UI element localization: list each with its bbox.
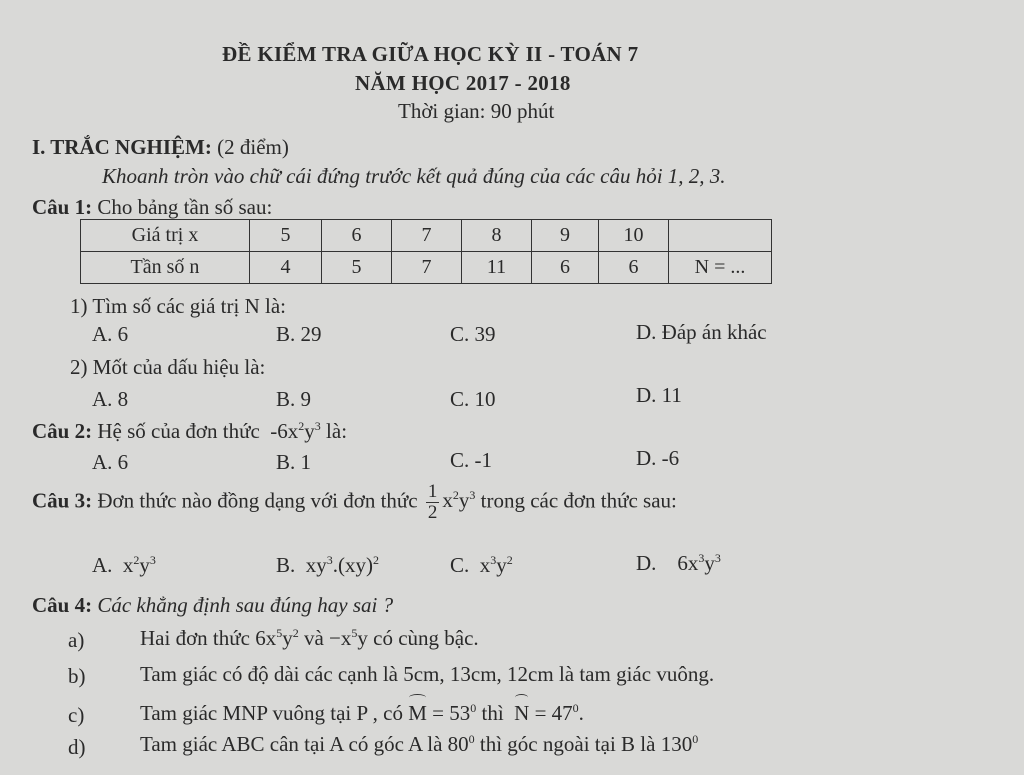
statement-letter: c) (68, 703, 85, 727)
statement-letter: b) (68, 664, 86, 688)
angle-m-expression: $M = 53^0$ (408, 701, 477, 725)
question-3 (32, 482, 677, 523)
option-a[interactable]: A. $x^2y^3$ (92, 553, 156, 577)
angle-value: $80^0$ (447, 732, 475, 756)
angle-value: $130^0$ (660, 732, 699, 756)
question-1 (32, 195, 272, 220)
subquestion-2: 2) Mốt của dấu hiệu là: (70, 355, 266, 379)
statement-text: thì (481, 701, 504, 725)
statement-letter: d) (68, 735, 86, 759)
option-a[interactable]: A. 8 (92, 387, 129, 411)
monomial-expression: $6x^5y^2$ (255, 626, 299, 650)
option-c[interactable]: C. 10 (450, 387, 496, 411)
option-letter: C. (450, 553, 470, 577)
option-a[interactable]: A. 6 (92, 322, 129, 346)
table-cell: 11 (462, 252, 532, 284)
question-text: Hệ số của đơn thức (97, 419, 260, 443)
table-cell-empty (669, 220, 772, 252)
fraction-one-half: $\frac{1}{2}$ (427, 481, 438, 523)
statement-d (140, 732, 698, 757)
table-row (81, 220, 772, 252)
question-label: Câu 3: (32, 488, 93, 513)
statement-text: Hai đơn thức (140, 626, 250, 650)
option-d[interactable]: D. 11 (636, 383, 682, 407)
table-cell: 6 (322, 220, 392, 252)
option-c[interactable]: C. $x^3y^2$ (450, 553, 513, 577)
statement-letter: a) (68, 628, 85, 652)
table-header-cell: Tần số n (81, 252, 250, 284)
frequency-table (80, 219, 772, 284)
question-text: Các khẳng định sau đúng hay sai ? (97, 593, 394, 617)
table-cell: 10 (599, 220, 669, 252)
school-year: NĂM HỌC 2017 - 2018 (355, 71, 571, 95)
option-a[interactable]: A. 6 (92, 450, 129, 474)
monomial-expression: $-x^5y$ (329, 626, 368, 650)
statement-a: Hai đơn thức $6x^5y^2$ và $-x^5y$ có cùng bậc. (140, 626, 479, 650)
question-text-end: là: (326, 419, 348, 443)
option-c[interactable]: C. -1 (450, 448, 492, 472)
option-c[interactable]: C. 39 (450, 322, 496, 346)
question-label: Câu 2: (32, 419, 93, 443)
statement-text: Tam giác ABC cân tại A có góc A là (140, 732, 443, 756)
question-text: Đơn thức nào đồng dạng với đơn thức (97, 488, 418, 513)
section-points: (2 điểm) (217, 135, 289, 159)
option-b[interactable]: B. $xy^3.(xy)^2$ (276, 553, 380, 577)
statement-text: Tam giác MNP vuông tại P , có (140, 701, 403, 725)
option-letter: B. (276, 553, 296, 577)
statement-text: có cùng bậc. (373, 626, 479, 650)
statement-c (140, 701, 584, 726)
option-d[interactable]: D. Đáp án khác (636, 320, 767, 344)
section-title: I. TRẮC NGHIỆM: (32, 135, 212, 159)
table-cell: 5 (250, 220, 322, 252)
option-letter: D. (636, 551, 657, 575)
option-b[interactable]: B. 9 (276, 387, 312, 411)
table-cell: 6 (599, 252, 669, 284)
question-text: Cho bảng tần số sau: (97, 195, 273, 219)
subquestion-1: 1) Tìm số các giá trị N là: (70, 294, 286, 318)
question-label: Câu 4: (32, 593, 93, 617)
option-letter: A. (92, 553, 113, 577)
table-cell: 6 (532, 252, 599, 284)
question-text-end: trong các đơn thức sau: (480, 488, 677, 513)
monomial-expression: $x^2y^3$ (442, 488, 476, 513)
exam-title: ĐỀ KIỂM TRA GIỮA HỌC KỲ II - TOÁN 7 (222, 42, 639, 66)
monomial-expression: $-6x^2y^3$ (265, 419, 321, 443)
table-cell: 5 (322, 252, 392, 284)
question-4 (32, 593, 393, 618)
table-row (81, 252, 772, 284)
table-cell: 7 (392, 220, 462, 252)
statement-text: thì góc ngoài tại B là (479, 732, 656, 756)
section-instruction: Khoanh tròn vào chữ cái đứng trước kết quả đúng của các câu hỏi 1, 2, 3. (102, 164, 726, 188)
option-b[interactable]: B. 1 (276, 450, 312, 474)
question-label: Câu 1: (32, 195, 93, 219)
statement-text: . (578, 701, 584, 725)
table-cell-total: N = ... (669, 252, 772, 284)
table-cell: 9 (532, 220, 599, 252)
table-cell: 8 (462, 220, 532, 252)
table-cell: 4 (250, 252, 322, 284)
option-b[interactable]: B. 29 (276, 322, 322, 346)
time-limit: Thời gian: 90 phút (398, 99, 555, 123)
question-2 (32, 419, 347, 444)
section-heading (32, 135, 289, 160)
table-cell: 7 (392, 252, 462, 284)
table-header-cell: Giá trị x (81, 220, 250, 252)
option-d[interactable]: D. -6 (636, 446, 680, 470)
option-d[interactable]: D. $6x^3y^3$ (636, 551, 721, 575)
angle-n-expression: $N = 47^0$ (514, 701, 579, 725)
statement-b: Tam giác có độ dài các cạnh là 5cm, 13cm, 12cm là tam giác vuông. (140, 662, 715, 686)
